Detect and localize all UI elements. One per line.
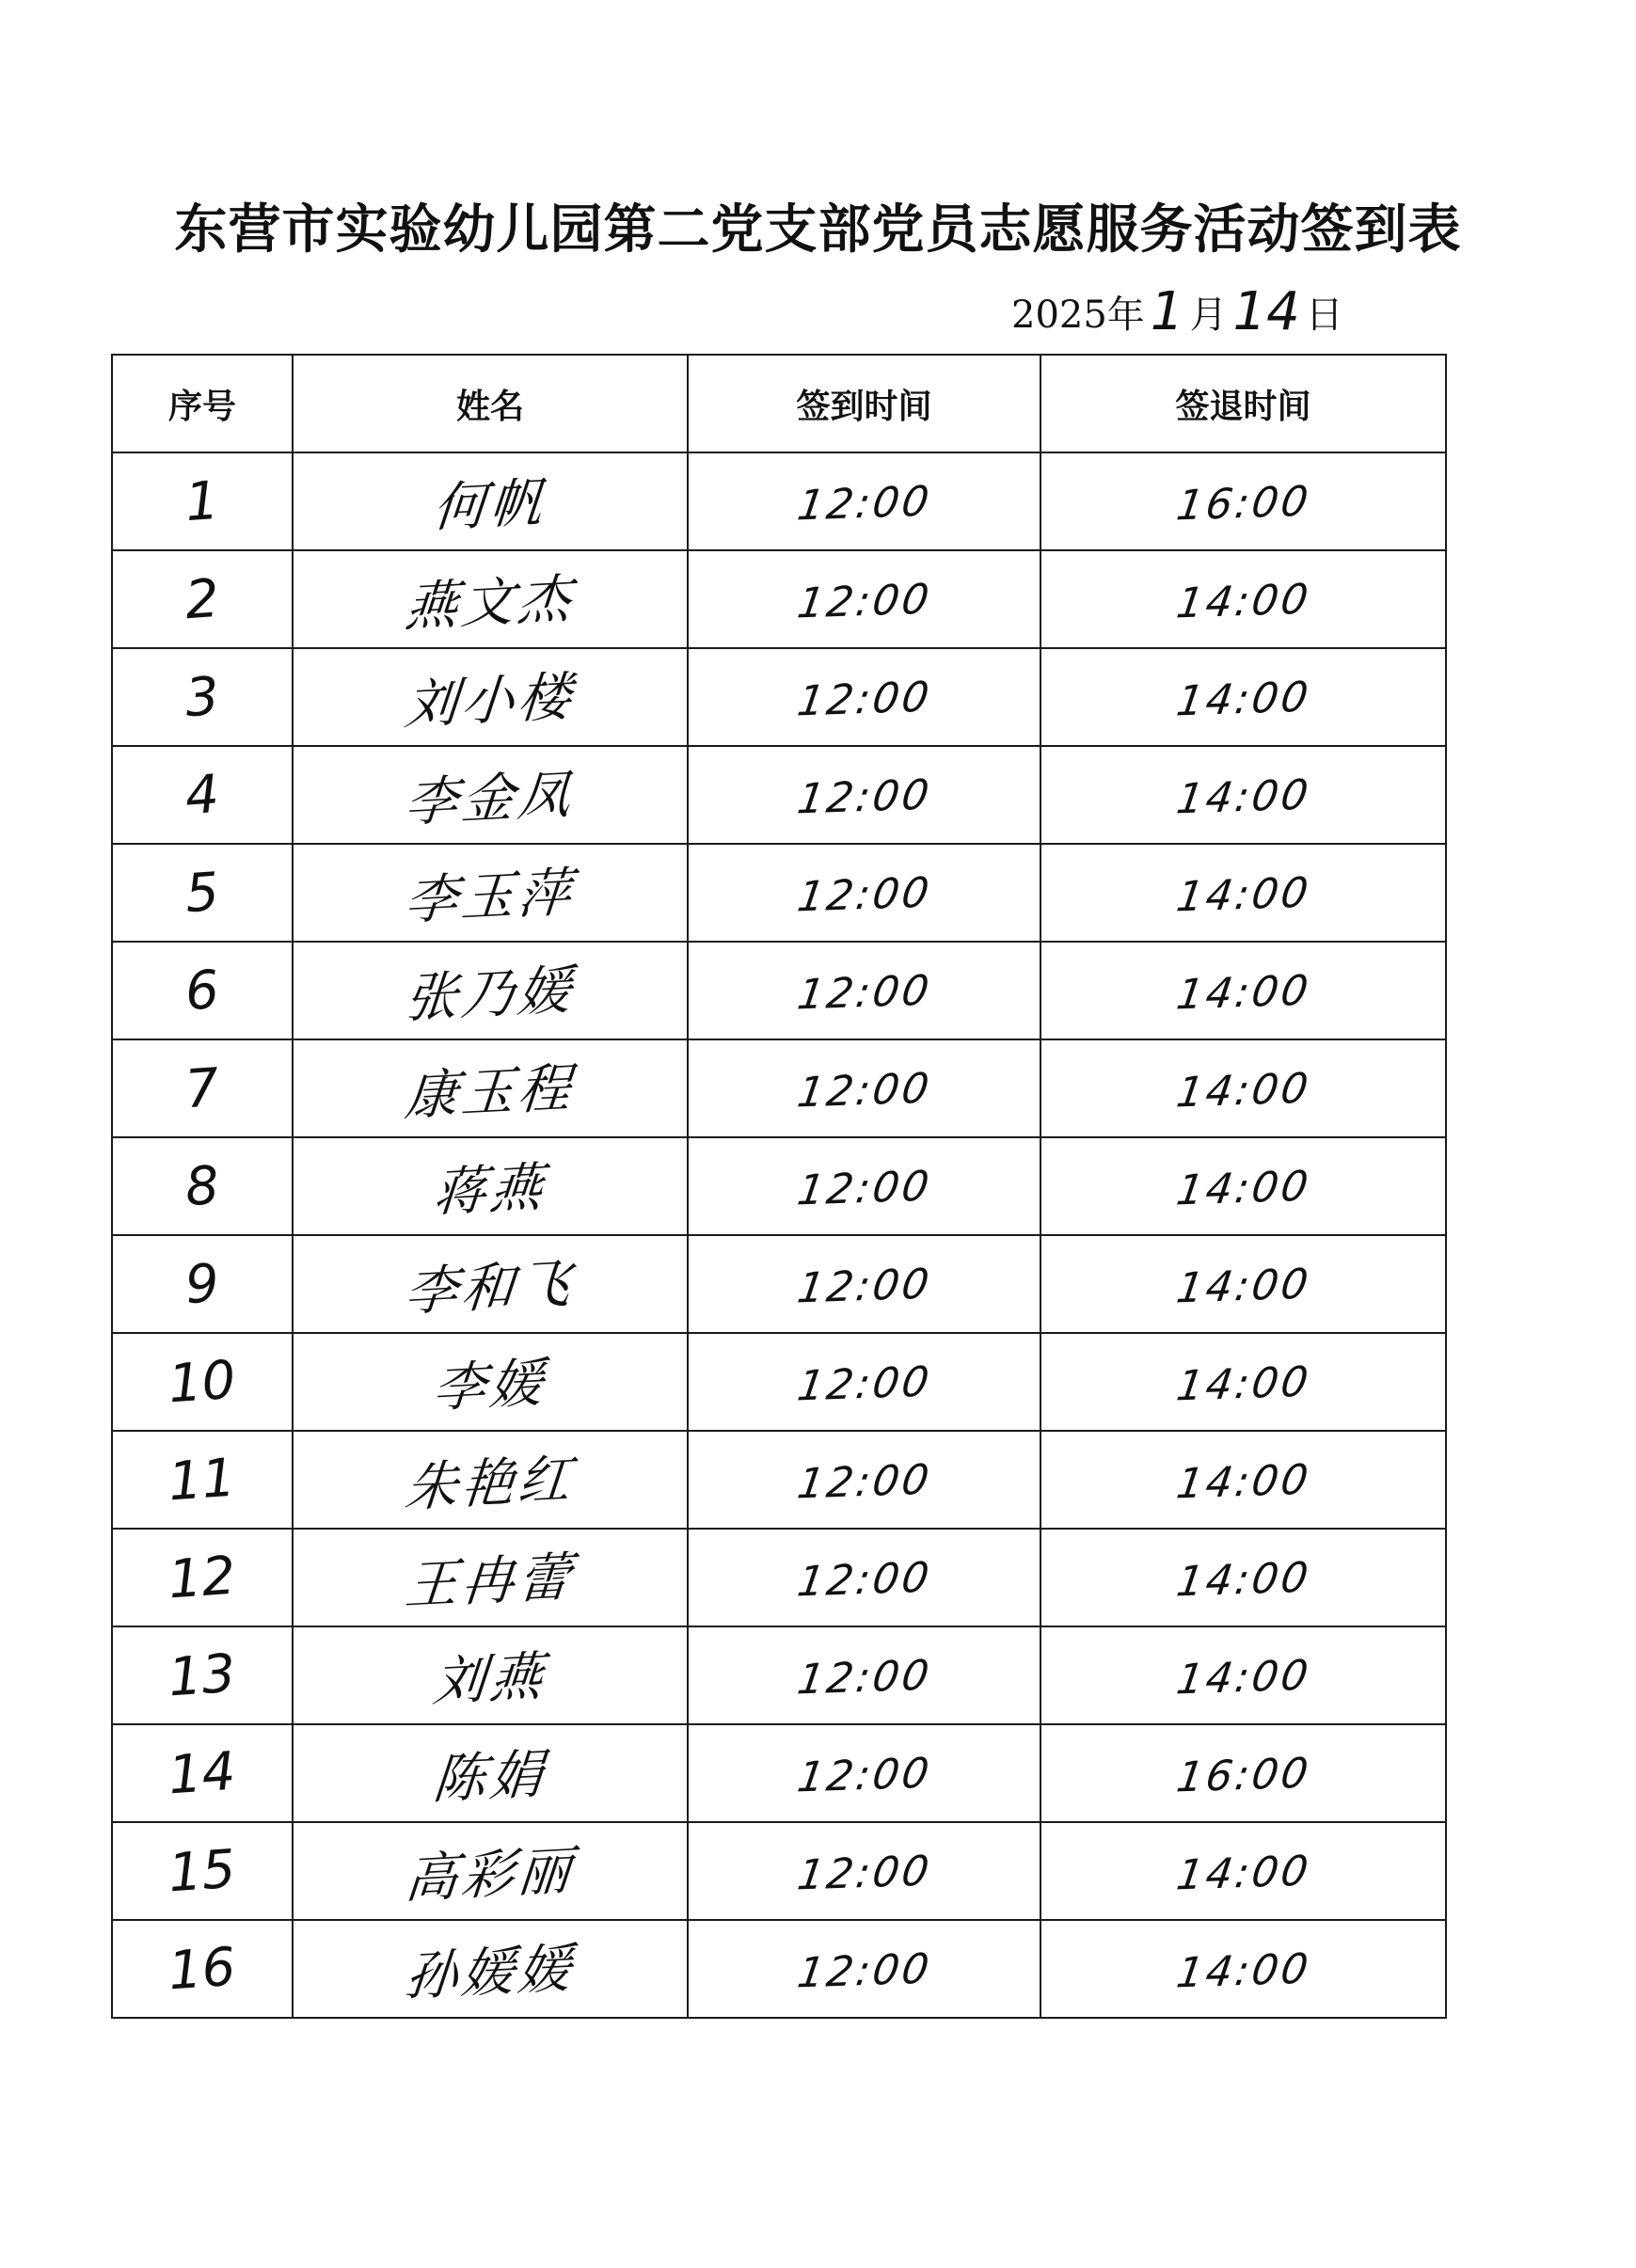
cell-signout [1040, 844, 1446, 942]
cell-signin [688, 1137, 1040, 1235]
seq-value: 10 [167, 1349, 238, 1415]
sheet-title: 东营市实验幼儿园第二党支部党员志愿服务活动签到表 [174, 198, 1462, 261]
name-signature: 高彩丽 [402, 1840, 578, 1911]
cell-name [293, 648, 688, 746]
seq-value: 9 [183, 1252, 222, 1316]
seq-value: 16 [167, 1936, 238, 2002]
cell-seq [112, 1626, 293, 1724]
seq-value: 14 [167, 1740, 238, 1806]
cell-signout [1040, 1724, 1446, 1822]
cell-signout [1040, 1626, 1446, 1724]
signin-time: 12:00 [794, 770, 934, 824]
name-signature: 李媛 [430, 1352, 549, 1420]
cell-signout [1040, 1235, 1446, 1333]
cell-signout [1040, 1431, 1446, 1529]
date-day: 14 [1232, 281, 1300, 342]
signout-time: 14:00 [1173, 868, 1313, 922]
signout-time: 14:00 [1173, 1455, 1313, 1509]
signout-time: 16:00 [1173, 1749, 1313, 1802]
cell-seq [112, 1039, 293, 1137]
cell-seq [112, 1724, 293, 1822]
cell-signout [1040, 1529, 1446, 1626]
seq-value: 1 [183, 469, 222, 533]
table-row [112, 1235, 1446, 1333]
signin-time: 12:00 [794, 1944, 934, 1998]
cell-seq [112, 942, 293, 1039]
cell-seq [112, 1822, 293, 1920]
signout-time: 14:00 [1173, 966, 1313, 1020]
seq-value: 5 [183, 861, 222, 925]
cell-seq [112, 1333, 293, 1431]
signin-time: 12:00 [794, 477, 934, 531]
cell-name [293, 1822, 688, 1920]
cell-seq [112, 452, 293, 550]
header-signout-time: 签退时间 [1040, 355, 1446, 452]
seq-value: 12 [167, 1545, 238, 1610]
signout-time: 14:00 [1173, 1260, 1313, 1313]
table-row [112, 1529, 1446, 1626]
name-signature: 李金凤 [402, 764, 578, 834]
table-row [112, 1333, 1446, 1431]
sign-date [1011, 281, 1343, 342]
cell-signout [1040, 1822, 1446, 1920]
seq-value: 8 [183, 1154, 222, 1218]
signout-time: 14:00 [1173, 575, 1313, 628]
name-signature: 陈娟 [430, 1743, 549, 1812]
name-signature: 刘燕 [430, 1645, 549, 1714]
cell-name [293, 746, 688, 844]
cell-signin [688, 550, 1040, 648]
seq-value: 3 [183, 665, 222, 729]
table-row [112, 844, 1446, 942]
date-year: 2025 [1011, 293, 1107, 337]
table-row [112, 942, 1446, 1039]
table-row [112, 648, 1446, 746]
name-signature: 张乃媛 [402, 960, 578, 1030]
cell-seq [112, 1431, 293, 1529]
cell-name [293, 1431, 688, 1529]
date-month-suffix: 月 [1189, 293, 1228, 337]
signin-time: 12:00 [794, 1651, 934, 1705]
table-row [112, 452, 1446, 550]
name-signature: 蒋燕 [430, 1156, 549, 1225]
signin-time: 12:00 [794, 1847, 934, 1900]
name-signature: 李和飞 [402, 1253, 578, 1324]
cell-name [293, 844, 688, 942]
header-seq: 序号 [112, 355, 293, 452]
cell-signin [688, 746, 1040, 844]
signin-time: 12:00 [794, 1455, 934, 1509]
name-signature: 燕文杰 [402, 568, 578, 639]
name-signature: 王冉蕾 [402, 1546, 578, 1617]
cell-name [293, 1626, 688, 1724]
seq-value: 7 [183, 1056, 222, 1120]
cell-name [293, 942, 688, 1039]
cell-seq [112, 648, 293, 746]
seq-value: 4 [183, 763, 222, 827]
signout-time: 14:00 [1173, 1847, 1313, 1900]
seq-value: 15 [167, 1838, 238, 1904]
cell-name [293, 1529, 688, 1626]
signout-time: 14:00 [1173, 673, 1313, 726]
seq-value: 6 [183, 959, 222, 1023]
signin-time: 12:00 [794, 1553, 934, 1607]
seq-value: 11 [167, 1447, 238, 1513]
cell-seq [112, 1920, 293, 2018]
signin-time: 12:00 [794, 868, 934, 922]
cell-signout [1040, 1920, 1446, 2018]
cell-seq [112, 1529, 293, 1626]
signin-time: 12:00 [794, 1162, 934, 1215]
signout-time: 14:00 [1173, 1162, 1313, 1215]
name-signature: 何帆 [430, 471, 549, 540]
signout-time: 14:00 [1173, 1553, 1313, 1607]
name-signature: 康玉程 [402, 1057, 578, 1128]
table-row [112, 1920, 1446, 2018]
name-signature: 李玉萍 [402, 862, 578, 932]
cell-seq [112, 550, 293, 648]
signout-time: 14:00 [1173, 770, 1313, 824]
cell-name [293, 550, 688, 648]
name-signature: 刘小楼 [402, 666, 578, 737]
cell-signout [1040, 1137, 1446, 1235]
cell-signout [1040, 1039, 1446, 1137]
date-month: 1 [1150, 281, 1184, 342]
table-row [112, 550, 1446, 648]
cell-signin [688, 1920, 1040, 2018]
signin-time: 12:00 [794, 575, 934, 628]
cell-name [293, 1235, 688, 1333]
cell-name [293, 1724, 688, 1822]
signin-table [111, 354, 1447, 2019]
cell-signin [688, 1235, 1040, 1333]
table-row [112, 1431, 1446, 1529]
table-header-row [112, 355, 1446, 452]
signout-time: 14:00 [1173, 1651, 1313, 1705]
signin-time: 12:00 [794, 1357, 934, 1411]
cell-signin [688, 1431, 1040, 1529]
cell-signout [1040, 648, 1446, 746]
table-row [112, 1724, 1446, 1822]
cell-signin [688, 1626, 1040, 1724]
name-signature: 孙媛媛 [402, 1938, 578, 2008]
header-signin-time: 签到时间 [688, 355, 1040, 452]
cell-signin [688, 942, 1040, 1039]
signout-time: 16:00 [1173, 477, 1313, 531]
cell-signin [688, 844, 1040, 942]
seq-value: 13 [167, 1642, 238, 1708]
table-row [112, 1626, 1446, 1724]
table-row [112, 1039, 1446, 1137]
signin-time: 12:00 [794, 673, 934, 726]
table-row [112, 1822, 1446, 1920]
signout-time: 14:00 [1173, 1944, 1313, 1998]
cell-signin [688, 1039, 1040, 1137]
name-signature: 朱艳红 [402, 1449, 578, 1519]
cell-signin [688, 1333, 1040, 1431]
signout-time: 14:00 [1173, 1064, 1313, 1118]
cell-seq [112, 746, 293, 844]
signin-time: 12:00 [794, 1749, 934, 1802]
cell-signout [1040, 1333, 1446, 1431]
cell-signin [688, 1529, 1040, 1626]
signin-time: 12:00 [794, 1064, 934, 1118]
cell-signin [688, 1822, 1040, 1920]
cell-seq [112, 1137, 293, 1235]
cell-name [293, 1039, 688, 1137]
cell-name [293, 452, 688, 550]
cell-name [293, 1333, 688, 1431]
cell-seq [112, 1235, 293, 1333]
cell-signout [1040, 942, 1446, 1039]
cell-signout [1040, 550, 1446, 648]
date-day-suffix: 日 [1305, 293, 1343, 337]
signin-time: 12:00 [794, 1260, 934, 1313]
cell-signin [688, 648, 1040, 746]
cell-name [293, 1920, 688, 2018]
cell-signin [688, 452, 1040, 550]
cell-signout [1040, 746, 1446, 844]
date-year-suffix: 年 [1106, 293, 1145, 337]
table-row [112, 1137, 1446, 1235]
seq-value: 2 [183, 567, 222, 631]
cell-signin [688, 1724, 1040, 1822]
cell-seq [112, 844, 293, 942]
header-name: 姓名 [293, 355, 688, 452]
table-row [112, 746, 1446, 844]
signout-time: 14:00 [1173, 1357, 1313, 1411]
signin-time: 12:00 [794, 966, 934, 1020]
cell-signout [1040, 452, 1446, 550]
cell-name [293, 1137, 688, 1235]
